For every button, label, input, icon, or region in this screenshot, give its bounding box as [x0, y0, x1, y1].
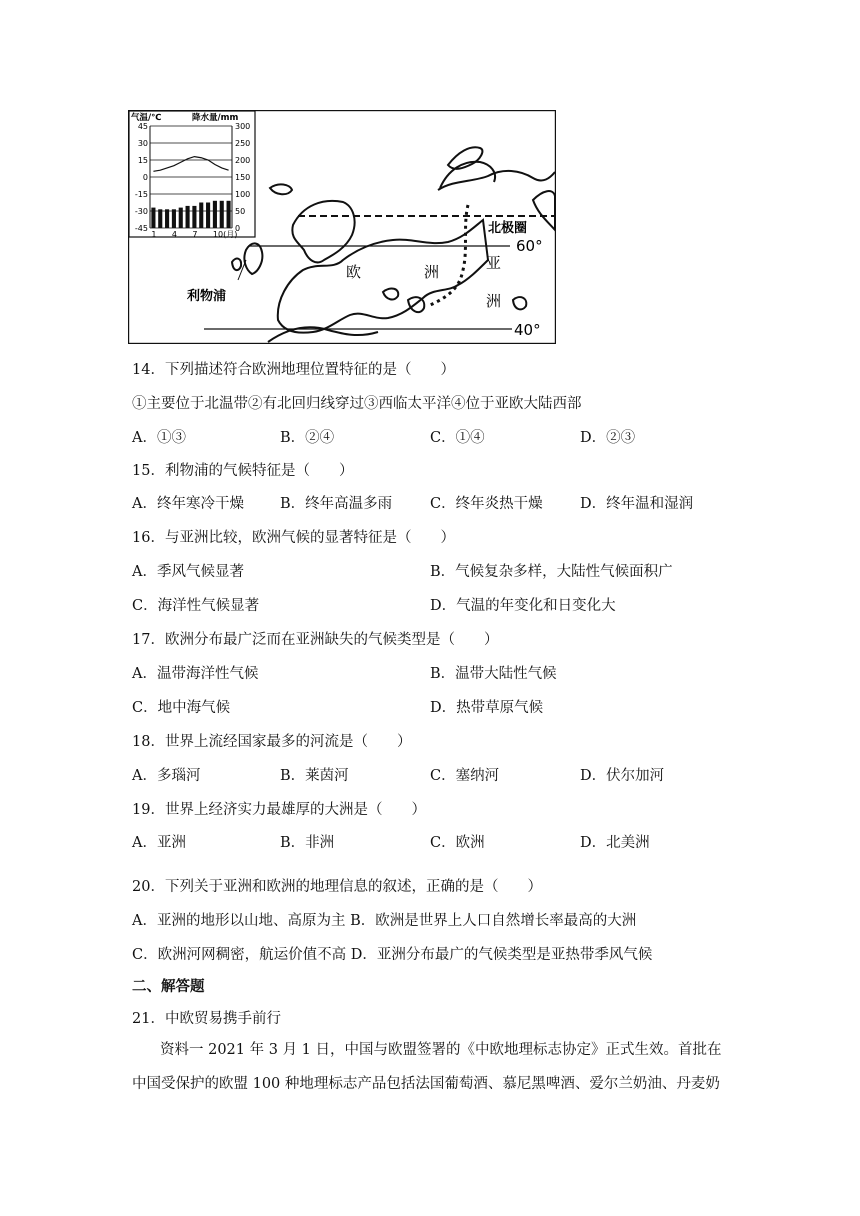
precip-tick-label: 0 — [235, 224, 241, 233]
q17-option-d: D．热带草原气候 — [430, 700, 544, 716]
q19-option-b: B．非洲 — [280, 835, 335, 851]
month-tick-label: 7 — [192, 230, 198, 239]
q21-title: 21．中欧贸易携手前行 — [132, 1011, 281, 1027]
precip-tick-label: 200 — [235, 156, 251, 165]
label-lat-40: 40° — [514, 321, 541, 339]
label-europe-2: 洲 — [424, 263, 440, 281]
precip-tick-label: 250 — [235, 139, 251, 148]
q18-option-a: A．多瑙河 — [132, 768, 201, 784]
q17-option-c: C．地中海气候 — [132, 700, 231, 716]
q20-options-line-1: A．亚洲的地形以山地、高原为主 B．欧洲是世界上人口自然增长率最高的大洲 — [132, 913, 637, 929]
q15-option-d: D．终年温和湿润 — [580, 496, 694, 512]
precip-bar — [172, 209, 176, 228]
q17-stem: 17．欧洲分布最广泛而在亚洲缺失的气候类型是（ ） — [132, 632, 499, 648]
q16-option-d: D．气温的年变化和日变化大 — [430, 598, 616, 614]
q20-stem: 20．下列关于亚洲和欧洲的地理信息的叙述，正确的是（ ） — [132, 879, 542, 895]
q14-option-a: A．①③ — [132, 430, 186, 446]
q14-option-c: C．①④ — [430, 430, 485, 446]
precip-bar — [186, 206, 190, 228]
q19-stem: 19．世界上经济实力最雄厚的大洲是（ ） — [132, 802, 426, 818]
temp-tick-label: 45 — [137, 122, 148, 131]
precip-bar — [206, 203, 210, 229]
precip-tick-label: 100 — [235, 190, 251, 199]
label-asia-1: 亚 — [486, 254, 502, 272]
q14-stem: 14．下列描述符合欧洲地理位置特征的是（ ） — [132, 362, 455, 378]
precip-bar — [151, 208, 155, 228]
label-liverpool: 利物浦 — [187, 289, 227, 304]
precip-bar — [179, 208, 183, 228]
temp-tick-label: -30 — [134, 207, 148, 216]
temp-tick-label: -45 — [134, 224, 148, 233]
q15-option-b: B．终年高温多雨 — [280, 496, 393, 512]
precip-tick-label: 50 — [235, 207, 246, 216]
q21-paragraph-line-1: 资料一 2021 年 3 月 1 日，中国与欧盟签署的《中欧地理标志协定》正式生效。首批在 — [160, 1042, 722, 1058]
precip-tick-label: 150 — [235, 173, 251, 182]
precip-bar — [158, 209, 162, 228]
q21-paragraph-line-2: 中国受保护的欧盟 100 种地理标志产品包括法国葡萄酒、慕尼黑啤酒、爱尔兰奶油、丹麦奶 — [132, 1076, 720, 1092]
q18-option-c: C．塞纳河 — [430, 768, 500, 784]
q18-stem: 18．世界上流经国家最多的河流是（ ） — [132, 734, 412, 750]
month-tick-label: 10(月) — [212, 230, 238, 239]
q19-option-a: A．亚洲 — [132, 835, 186, 851]
label-lat-60: 60° — [516, 237, 543, 255]
precip-axis-label: 降水量/mm — [192, 113, 239, 123]
precip-bar — [220, 201, 224, 228]
temp-tick-label: -15 — [134, 190, 148, 199]
precip-tick-label: 300 — [235, 122, 251, 131]
q14-option-d: D．②③ — [580, 430, 636, 446]
climate-map-figure — [128, 110, 556, 344]
q18-option-b: B．莱茵河 — [280, 768, 349, 784]
month-tick-label: 4 — [171, 230, 178, 239]
q18-option-d: D．伏尔加河 — [580, 768, 665, 784]
temp-axis-label: 气温/℃ — [131, 113, 162, 123]
temp-tick-label: 0 — [142, 173, 148, 182]
precip-bar — [227, 201, 231, 228]
q16-option-a: A．季风气候显著 — [132, 564, 244, 580]
temp-tick-label: 15 — [137, 156, 148, 165]
q16-option-c: C．海洋性气候显著 — [132, 598, 260, 614]
section-heading: 二、解答题 — [132, 979, 205, 995]
month-tick-label: 1 — [151, 230, 157, 239]
precip-bar — [213, 201, 217, 228]
q14-statements: ①主要位于北温带②有北回归线穿过③西临太平洋④位于亚欧大陆西部 — [132, 396, 582, 412]
q17-option-a: A．温带海洋性气候 — [132, 666, 259, 682]
label-arctic-circle: 北极圈 — [488, 221, 528, 236]
q15-option-c: C．终年炎热干燥 — [430, 496, 543, 512]
precip-bar — [165, 209, 169, 228]
label-europe-1: 欧 — [346, 263, 362, 281]
label-asia-2: 洲 — [486, 292, 502, 310]
q19-option-c: C．欧洲 — [430, 835, 485, 851]
precip-bar — [199, 203, 203, 229]
q15-option-a: A．终年寒冷干燥 — [132, 496, 244, 512]
q16-option-b: B．气候复杂多样，大陆性气候面积广 — [430, 564, 673, 580]
q15-stem: 15．利物浦的气候特征是（ ） — [132, 463, 354, 479]
temp-tick-label: 30 — [137, 139, 148, 148]
q14-option-b: B．②④ — [280, 430, 335, 446]
q17-option-b: B．温带大陆性气候 — [430, 666, 557, 682]
q19-option-d: D．北美洲 — [580, 835, 650, 851]
precip-bar — [192, 206, 196, 228]
q16-stem: 16．与亚洲比较，欧洲气候的显著特征是（ ） — [132, 530, 455, 546]
q20-options-line-2: C．欧洲河网稠密，航运价值不高 D．亚洲分布最广的气候类型是亚热带季风气候 — [132, 947, 653, 963]
